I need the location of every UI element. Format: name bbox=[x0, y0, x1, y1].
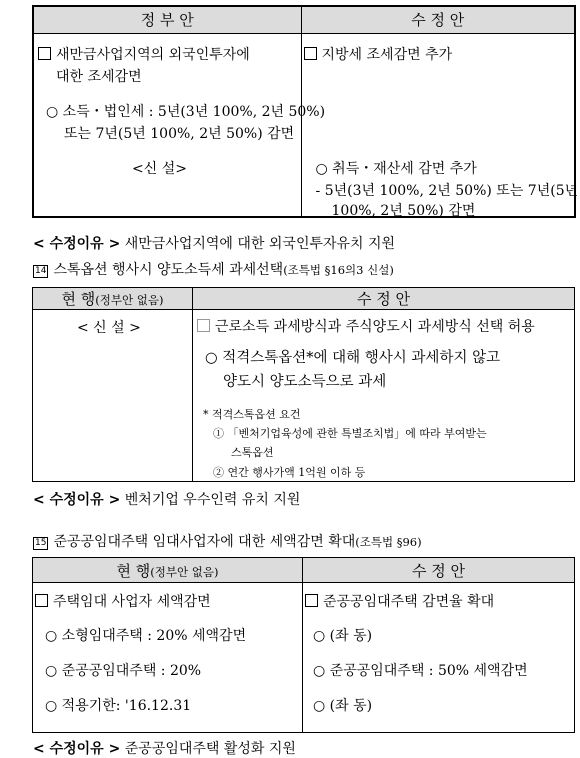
right-item-text: 준공공임대주택 감면율 확대 bbox=[323, 594, 495, 610]
reason-text: 벤처기업 우수인력 유치 지원 bbox=[124, 492, 301, 508]
section-title-14 bbox=[33, 259, 394, 279]
right-sub-text-2: 양도시 양도소득으로 과세 bbox=[223, 374, 387, 390]
government-plan-cell bbox=[33, 33, 326, 217]
right-item bbox=[305, 591, 494, 611]
left-item bbox=[38, 44, 250, 64]
section-title-ref: (조특법 §96) bbox=[355, 535, 422, 549]
footnote-item-2 bbox=[213, 464, 365, 480]
left-sub-item-3 bbox=[45, 695, 191, 715]
left-item-text: 주택임대 사업자 세액감면 bbox=[53, 594, 211, 610]
bullet-circle-icon: ○ bbox=[45, 628, 58, 644]
left-sub-text-2: 준공공임대주택 : 20% bbox=[61, 663, 202, 679]
right-sub-item-1 bbox=[313, 625, 372, 645]
amendment-reason-1 bbox=[33, 233, 395, 253]
header-current bbox=[33, 288, 193, 310]
right-sub-text-1: (좌 동) bbox=[329, 628, 373, 644]
header-amendment: 수 정 안 bbox=[301, 6, 575, 33]
checkbox-icon bbox=[35, 594, 48, 607]
left-sub-text-2: 또는 7년(5년 100%, 2년 50%) 감면 bbox=[64, 125, 295, 142]
new-provision-label: <신 설> bbox=[132, 160, 187, 177]
header-current-note: (정부안 없음) bbox=[95, 293, 164, 307]
section-title-ref: (조특법 §16의3 신설) bbox=[283, 263, 394, 277]
right-sub-item bbox=[316, 158, 477, 178]
right-dash-text-2: 100%, 2년 50%) 감면 bbox=[331, 202, 476, 219]
section-title-text: 스톡옵션 행사시 양도소득세 과세선택 bbox=[53, 262, 284, 278]
header-amendment: 수 정 안 bbox=[303, 558, 575, 583]
bullet-circle-icon: ○ bbox=[313, 698, 326, 714]
right-item bbox=[197, 316, 535, 336]
left-item bbox=[35, 591, 211, 611]
section-title-text: 준공공임대주택 임대사업자에 대한 세액감면 확대 bbox=[53, 534, 356, 550]
right-sub-item bbox=[205, 346, 500, 367]
header-government-plan: 정 부 안 bbox=[33, 6, 301, 33]
reason-label: < 수정이유 > bbox=[33, 492, 121, 508]
checkbox-icon bbox=[197, 319, 210, 332]
section-number: 15 bbox=[35, 538, 47, 548]
left-sub-text-1: 소형임대주택 : 20% 세액감면 bbox=[61, 628, 247, 644]
checkbox-icon bbox=[38, 47, 51, 60]
bullet-circle-icon: ○ bbox=[315, 160, 328, 177]
current-cell bbox=[33, 583, 303, 733]
bullet-circle-icon: ○ bbox=[46, 103, 59, 120]
right-sub-text-1: 적격스톡옵션*에 대해 행사시 과세하지 않고 bbox=[222, 350, 501, 366]
amendment-cell bbox=[193, 310, 575, 482]
right-item-text: 지방세 조세감면 추가 bbox=[321, 46, 453, 63]
header-amendment: 수 정 안 bbox=[193, 288, 575, 310]
amendment-cell bbox=[301, 33, 579, 219]
checkbox-icon bbox=[305, 594, 318, 607]
amendment-reason-2 bbox=[33, 489, 300, 509]
amendment-reason-3 bbox=[33, 738, 296, 758]
right-sub-text-3: (좌 동) bbox=[329, 698, 373, 714]
header-current-note: (정부안 없음) bbox=[150, 564, 219, 579]
bullet-circle-icon: ○ bbox=[45, 698, 58, 714]
header-current-text: 현 행 bbox=[116, 561, 151, 580]
footnote-text-2: 연간 행사가액 1억원 이하 등 bbox=[227, 466, 366, 479]
current-cell bbox=[33, 310, 193, 482]
left-item-text-1: 새만금사업지역의 외국인투자에 bbox=[56, 46, 250, 63]
reason-label: < 수정이유 > bbox=[33, 741, 121, 757]
right-dash-item: - 5년(3년 100%, 2년 50%) 또는 7년(5년 bbox=[315, 182, 579, 199]
left-sub-text-3: 적용기한: '16.12.31 bbox=[61, 698, 192, 714]
reason-text: 새만금사업지역에 대한 외국인투자유치 지원 bbox=[124, 236, 396, 252]
reason-label: < 수정이유 > bbox=[33, 236, 121, 252]
footnote-number-1: ① bbox=[213, 427, 224, 440]
footnote-number-2: ② bbox=[213, 466, 224, 479]
right-dash-text-1: 5년(3년 100%, 2년 50%) 또는 7년(5년 bbox=[324, 182, 579, 199]
left-sub-item-2 bbox=[45, 660, 201, 680]
comparison-table-1 bbox=[32, 5, 579, 219]
right-item bbox=[304, 44, 453, 64]
left-sub-item bbox=[46, 101, 325, 121]
comparison-table-2 bbox=[32, 287, 575, 482]
right-sub-text: 취득・재산세 감면 추가 bbox=[332, 160, 477, 177]
right-sub-item-2 bbox=[313, 660, 528, 680]
new-provision-label: < 신 설 > bbox=[77, 320, 141, 336]
bullet-circle-icon: ○ bbox=[313, 628, 326, 644]
bullet-circle-icon: ○ bbox=[205, 350, 218, 366]
header-current-text: 현 행 bbox=[61, 290, 96, 308]
left-item-text-2: 대한 조세감면 bbox=[56, 68, 142, 85]
right-sub-item-3 bbox=[313, 695, 372, 715]
footnote-text-1: 「벤처기업육성에 관한 특별조치법」에 따라 부여받는 bbox=[227, 427, 487, 440]
checkbox-icon bbox=[304, 47, 317, 60]
right-item-text: 근로소득 과세방식과 주식양도시 과세방식 선택 허용 bbox=[215, 319, 535, 335]
comparison-table-3 bbox=[32, 557, 575, 733]
bullet-circle-icon: ○ bbox=[45, 663, 58, 679]
right-sub-text-2: 준공공임대주택 : 50% 세액감면 bbox=[329, 663, 528, 679]
footnote-text-1b: 스톡옵션 bbox=[231, 446, 274, 459]
header-current bbox=[33, 558, 303, 583]
section-number: 14 bbox=[35, 266, 47, 276]
left-sub-text-1: 소득・법인세 : 5년(3년 100%, 2년 50%) bbox=[62, 103, 326, 120]
section-title-15 bbox=[33, 531, 422, 551]
bullet-circle-icon: ○ bbox=[313, 663, 326, 679]
footnote-item-1 bbox=[213, 425, 487, 441]
reason-text: 준공공임대주택 활성화 지원 bbox=[124, 741, 296, 757]
amendment-cell bbox=[303, 583, 575, 733]
left-sub-item-1 bbox=[45, 625, 246, 645]
footnote-title: * 적격스톡옵션 요건 bbox=[203, 408, 301, 421]
